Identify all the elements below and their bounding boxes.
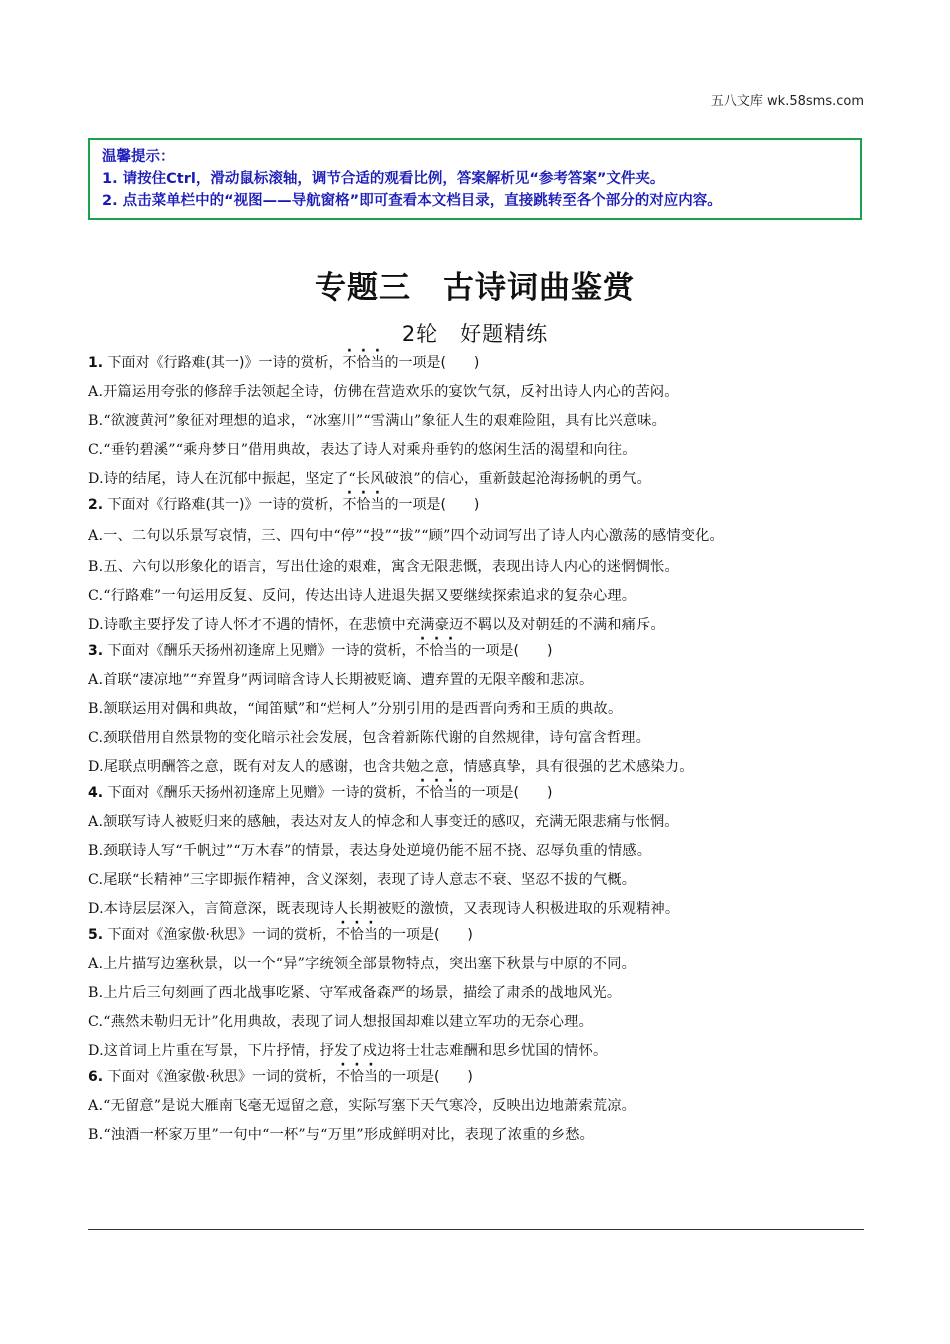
- option-b: B.颈联诗人写“千帆过”“万木春”的情景，表达身处逆境仍能不屈不挠、忍辱负重的情感。: [88, 843, 652, 859]
- tips-heading: 温馨提示：: [102, 149, 175, 165]
- option-b: B.上片后三句刻画了西北战事吃紧、守军戒备森严的场景，描绘了肃杀的战地风光。: [88, 985, 622, 1001]
- option-d: D.诗的结尾，诗人在沉郁中振起，坚定了“长风破浪”的信心，重新鼓起沧海扬帆的勇气。: [88, 471, 652, 487]
- option-a: A.开篇运用夸张的修辞手法领起全诗，仿佛在营造欢乐的宴饮气氛，反衬出诗人内心的苦闷。: [88, 384, 679, 400]
- option-c: C.尾联“长精神”三字即振作精神，含义深刻，表现了诗人意志不衰、坚忍不拔的气概。: [88, 872, 637, 888]
- question: [88, 782, 862, 924]
- watermark: 五八文库 wk.58sms.com: [710, 94, 864, 109]
- question-stem: 4. 下面对《酬乐天扬州初逢席上见赠》一诗的赏析，不恰当的一项是( ): [88, 785, 553, 801]
- option-c: C.“垂钓碧溪”“乘舟梦日”借用典故，表达了诗人对乘舟垂钓的悠闲生活的渴望和向往。: [88, 442, 637, 458]
- question: [88, 352, 862, 494]
- question-stem: 1. 下面对《行路难(其一)》一诗的赏析，不恰当的一项是( ): [88, 355, 480, 371]
- option-c: C.颈联借用自然景物的变化暗示社会发展，包含着新陈代谢的自然规律，诗句富含哲理。: [88, 730, 650, 746]
- question-stem: 6. 下面对《渔家傲·秋思》一词的赏析，不恰当的一项是( ): [88, 1069, 473, 1085]
- question: [88, 924, 862, 1066]
- question-list: [88, 352, 862, 1150]
- question-stem: 5. 下面对《渔家傲·秋思》一词的赏析，不恰当的一项是( ): [88, 927, 473, 943]
- option-a: A.首联“凄凉地”“弃置身”两词暗含诗人长期被贬谪、遭弃置的无限辛酸和悲凉。: [88, 672, 594, 688]
- option-c: C.“燕然未勒归无计”化用典故，表现了词人想报国却难以建立军功的无奈心理。: [88, 1014, 593, 1030]
- option-b: B.颔联运用对偶和典故，“闻笛赋”和“烂柯人”分别引用的是西晋向秀和王质的典故。: [88, 701, 623, 717]
- question: [88, 1066, 862, 1150]
- option-a: A.上片描写边塞秋景，以一个“异”字统领全部景物特点，突出塞下秋景与中原的不同。: [88, 956, 637, 972]
- option-a: A.颔联写诗人被贬归来的感触，表达对友人的悼念和人事变迁的感叹，充满无限悲痛与怅惘。: [88, 814, 679, 830]
- question-stem: 3. 下面对《酬乐天扬州初逢席上见赠》一诗的赏析，不恰当的一项是( ): [88, 643, 553, 659]
- question: [88, 494, 862, 640]
- question-stem: 2. 下面对《行路难(其一)》一诗的赏析，不恰当的一项是( ): [88, 497, 480, 513]
- tips-box: [88, 138, 862, 220]
- tips-line-2: 2. 点击菜单栏中的“视图——导航窗格”即可查看本文档目录，直接跳转至各个部分的对应内容。: [102, 193, 722, 209]
- option-d: D.尾联点明酬答之意，既有对友人的感谢，也含共勉之意，情感真挚，具有很强的艺术感染力。: [88, 759, 694, 775]
- footer-divider: [88, 1229, 864, 1230]
- option-a: A.一、二句以乐景写哀情，三、四句中“停”“投”“拔”“顾”四个动词写出了诗人内心激荡的感情变化。: [88, 528, 724, 544]
- option-b: B.“浊酒一杯家万里”一句中“一杯”与“万里”形成鲜明对比，表现了浓重的乡愁。: [88, 1127, 595, 1143]
- option-a: A.“无留意”是说大雁南飞毫无逗留之意，实际写塞下天气寒冷，反映出边地萧索荒凉。: [88, 1098, 637, 1114]
- option-b: B.“欲渡黄河”象征对理想的追求，“冰塞川”“雪满山”象征人生的艰难险阻，具有比兴意味。: [88, 413, 667, 429]
- option-d: D.这首词上片重在写景，下片抒情，抒发了戍边将士壮志难酬和思乡忧国的情怀。: [88, 1043, 608, 1059]
- option-b: B.五、六句以形象化的语言，写出仕途的艰难，寓含无限悲慨，表现出诗人内心的迷惘惆怅。: [88, 559, 679, 575]
- option-c: C.“行路难”一句运用反复、反问，传达出诗人进退失据又要继续探索追求的复杂心理。: [88, 588, 637, 604]
- page-title: 专题三 古诗词曲鉴赏: [315, 270, 635, 306]
- option-d: D.诗歌主要抒发了诗人怀才不遇的情怀，在悲愤中充满豪迈不羁以及对朝廷的不满和痛斥。: [88, 617, 665, 633]
- option-d: D.本诗层层深入，言简意深，既表现诗人长期被贬的激愤，又表现诗人积极进取的乐观精神。: [88, 901, 680, 917]
- page-subtitle: 2轮 好题精练: [401, 322, 549, 346]
- tips-line-1: 1. 请按住Ctrl，滑动鼠标滚轴，调节合适的观看比例，答案解析见“参考答案”文件夹。: [102, 171, 665, 187]
- question: [88, 640, 862, 782]
